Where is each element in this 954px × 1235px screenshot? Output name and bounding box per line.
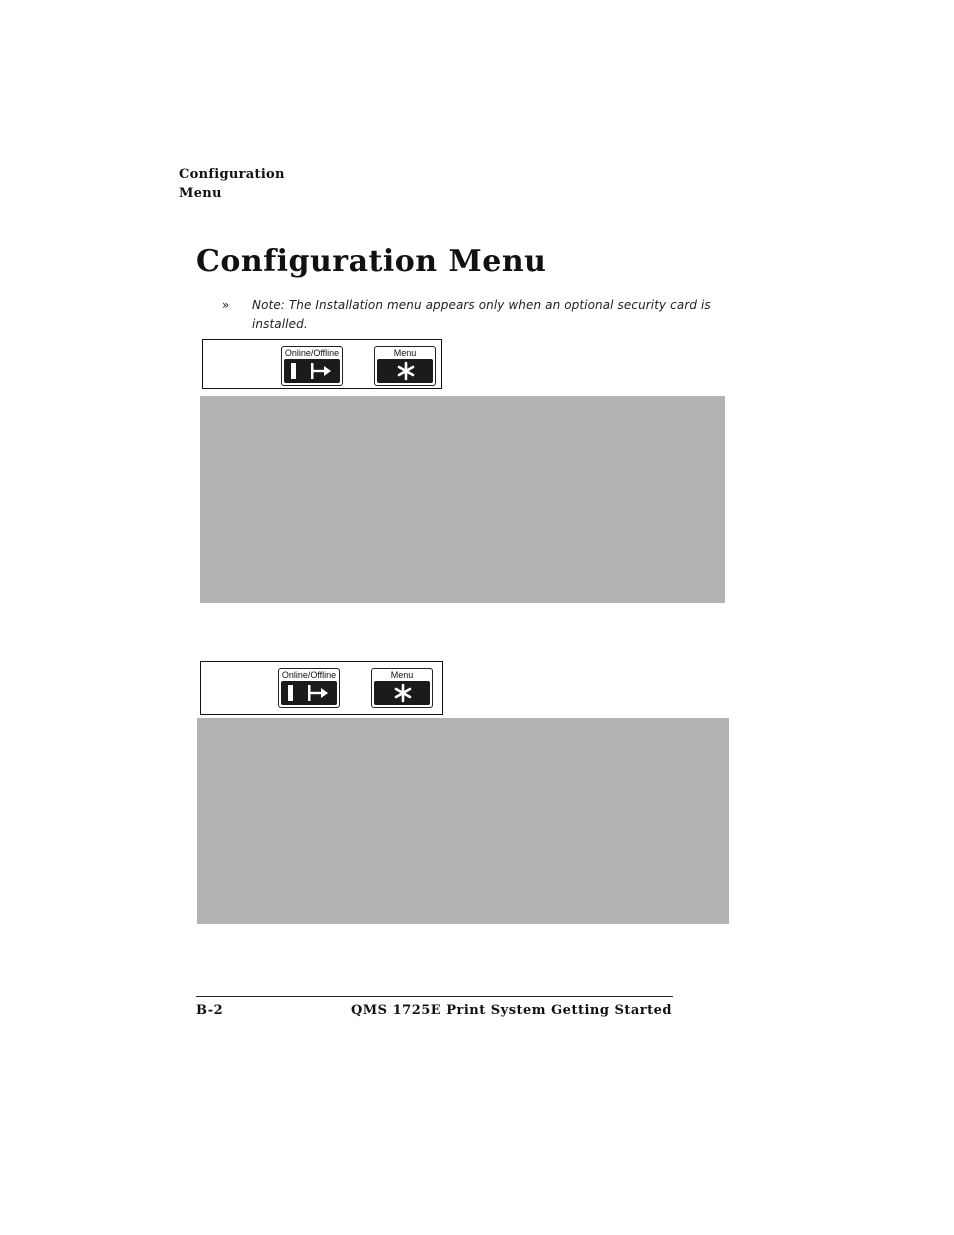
section-header-line-1: Configuration (179, 167, 285, 182)
note (222, 296, 732, 334)
page-title: Configuration Menu (196, 244, 547, 279)
online-offline-button[interactable] (281, 346, 343, 386)
online-offline-label: Online/Offline (284, 348, 340, 358)
menu-diagram-placeholder-2 (197, 718, 729, 924)
menu-button[interactable] (374, 346, 436, 386)
section-header (179, 165, 319, 203)
footer-divider (196, 996, 673, 997)
menu-diagram-placeholder-1 (200, 396, 725, 603)
section-header-line-2: Menu (179, 186, 222, 201)
book-title: QMS 1725E Print System Getting Started (350, 1003, 672, 1018)
online-offline-label: Online/Offline (281, 670, 337, 680)
asterisk-icon (377, 359, 435, 383)
menu-label: Menu (393, 348, 417, 358)
page-number: B-2 (196, 1003, 224, 1018)
menu-button[interactable] (371, 668, 433, 708)
control-panel-1 (202, 339, 442, 389)
control-panel-2 (200, 661, 443, 715)
note-text: Note: The Installation menu appears only when an optional security card is installed. (252, 298, 711, 331)
online-offline-icon (281, 681, 339, 705)
online-offline-button[interactable] (278, 668, 340, 708)
online-offline-icon (284, 359, 342, 383)
menu-label: Menu (390, 670, 414, 680)
asterisk-icon (374, 681, 432, 705)
note-marker-icon: » (222, 298, 230, 312)
